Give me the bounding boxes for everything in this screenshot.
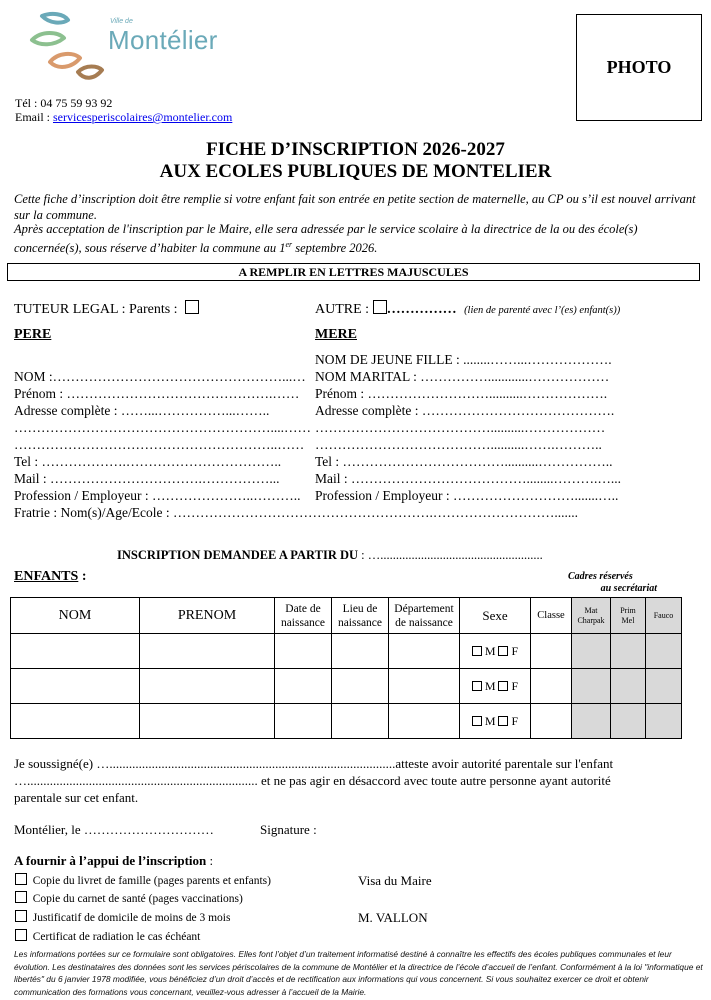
- doc-item-domicile: Justificatif de domicile de moins de 3 mois: [15, 910, 230, 924]
- inscription-date-line[interactable]: INSCRIPTION DEMANDEE A PARTIR DU : …....................................................: [117, 548, 543, 562]
- autre-note: (lien de parenté avec l’(es) enfant(s)): [464, 305, 621, 316]
- cell-departement[interactable]: [389, 704, 460, 739]
- form-title: FICHE D’INSCRIPTION 2026-2027: [206, 139, 505, 160]
- pere-adresse-line-2[interactable]: …………………………………………………....……: [14, 420, 311, 435]
- doc-item-livret: Copie du livret de famille (pages parents et enfants): [15, 873, 271, 887]
- tutor-parents: TUTEUR LEGAL : Parents :: [14, 300, 199, 318]
- town-logo: [28, 10, 218, 85]
- cell-date[interactable]: [275, 669, 332, 704]
- doc-item-carnet: Copie du carnet de santé (pages vaccinations): [15, 891, 243, 905]
- logo-leaves-icon: [28, 10, 108, 82]
- phone-number: Tél : 04 75 59 93 92: [15, 96, 113, 110]
- cell-reserved: [611, 634, 646, 669]
- email-link[interactable]: servicesperiscolaires@montelier.com: [53, 110, 233, 124]
- pere-mail-field[interactable]: Mail : …………………………….……………...: [14, 471, 280, 486]
- doc-checkbox[interactable]: [15, 910, 27, 922]
- col-date: Date de naissance: [275, 598, 332, 634]
- cell-sexe: M F: [460, 704, 531, 739]
- table-row: [11, 669, 682, 704]
- table-header-row: [11, 598, 682, 634]
- mere-adresse-line-3[interactable]: …………………………………..........…….………..: [315, 437, 602, 452]
- tutor-autre: AUTRE : …………… (lien de parenté avec l’(es) enfant(s)): [315, 302, 621, 317]
- doc-checkbox[interactable]: [15, 873, 27, 885]
- mere-tel-field[interactable]: Tel : ………………………………..........……………..: [315, 454, 613, 469]
- fratrie-field[interactable]: Fratrie : Nom(s)/Age/Ecole : ………………………………………………….……………………….......: [14, 505, 578, 520]
- col-departement: Département de naissance: [389, 598, 460, 634]
- cell-nom[interactable]: [11, 634, 140, 669]
- cell-reserved: [572, 704, 611, 739]
- pere-nom-field[interactable]: NOM :……………………………………………...…: [14, 369, 306, 384]
- col-mat-charpak: Mat Charpak: [572, 598, 611, 634]
- col-fauco: Fauco: [646, 598, 682, 634]
- email-label: Email :: [15, 110, 53, 124]
- attestation-line-3: parentale sur cet enfant.: [14, 790, 139, 805]
- sex-m-checkbox[interactable]: [472, 681, 482, 691]
- cell-classe[interactable]: [531, 634, 572, 669]
- sex-f-checkbox[interactable]: [498, 716, 508, 726]
- table-row: [11, 634, 682, 669]
- attestation-line-1[interactable]: Je soussigné(e) …........................................................................................atteste avoir autorité parentale sur l'enfant: [14, 756, 614, 771]
- cell-nom[interactable]: [11, 669, 140, 704]
- sex-f-checkbox[interactable]: [498, 681, 508, 691]
- cell-prenom[interactable]: [140, 669, 275, 704]
- signature-label: Signature :: [260, 822, 317, 837]
- cell-reserved: [646, 669, 682, 704]
- col-prenom: PRENOM: [140, 598, 275, 634]
- documents-heading: A fournir à l’appui de l’inscription :: [14, 853, 214, 868]
- pere-profession-field[interactable]: Profession / Employeur : …………………..………..: [14, 488, 301, 503]
- cell-sexe: M F: [460, 634, 531, 669]
- col-nom: NOM: [11, 598, 140, 634]
- form-subtitle: AUX ECOLES PUBLIQUES DE MONTELIER: [159, 161, 552, 182]
- col-prim-mel: Prim Mel: [611, 598, 646, 634]
- cell-departement[interactable]: [389, 669, 460, 704]
- cell-reserved: [646, 634, 682, 669]
- pere-adresse-line-3[interactable]: …………………………………………………..……: [14, 437, 305, 452]
- table-row: [11, 704, 682, 739]
- mere-profession-field[interactable]: Profession / Employeur : ……………………….......…..: [315, 488, 619, 503]
- cell-reserved: [611, 669, 646, 704]
- col-sexe: Sexe: [460, 598, 531, 634]
- mere-nom-jeune-fille-field[interactable]: NOM DE JEUNE FILLE : ........……...……………….: [315, 352, 612, 367]
- email-line: [15, 110, 232, 125]
- col-lieu: Lieu de naissance: [332, 598, 389, 634]
- doc-item-radiation: Certificat de radiation le cas échéant: [15, 929, 200, 943]
- col-classe: Classe: [531, 598, 572, 634]
- logo-town-name: Montélier: [108, 25, 218, 55]
- sex-m-checkbox[interactable]: [472, 646, 482, 656]
- pere-heading: PERE: [14, 327, 52, 342]
- cell-nom[interactable]: [11, 704, 140, 739]
- cell-reserved: [646, 704, 682, 739]
- mere-adresse-line-2[interactable]: …………………………………..........………………: [315, 420, 606, 435]
- reserved-note: Cadres réservés au secrétariat: [568, 571, 657, 594]
- enfants-heading: ENFANTS :: [14, 569, 87, 584]
- cell-lieu[interactable]: [332, 634, 389, 669]
- cell-reserved: [572, 669, 611, 704]
- photo-box: PHOTO: [576, 14, 702, 121]
- cell-reserved: [572, 634, 611, 669]
- mere-mail-field[interactable]: Mail : …………………………………........……….…...: [315, 471, 621, 486]
- children-table: [10, 597, 682, 739]
- maire-name: M. VALLON: [358, 910, 428, 925]
- cell-lieu[interactable]: [332, 669, 389, 704]
- cell-classe[interactable]: [531, 669, 572, 704]
- sex-m-checkbox[interactable]: [472, 716, 482, 726]
- cell-sexe: M F: [460, 669, 531, 704]
- cell-departement[interactable]: [389, 634, 460, 669]
- intro-paragraph-2: Après acceptation de l'inscription par le Maire, elle sera adressée par le service scolaire à la directrice de la ou des école(s) concernée(s), sous réserve d’habiter la commune au 1er septembre 2026.: [14, 222, 638, 256]
- cell-prenom[interactable]: [140, 704, 275, 739]
- mere-nom-marital-field[interactable]: NOM MARITAL : ……………............………………: [315, 369, 610, 384]
- pere-adresse-field[interactable]: Adresse complète : ……...……………...……..: [14, 403, 270, 418]
- attestation-line-2[interactable]: …....................................................................... et ne pas agir en désaccord avec toute autre personne ayant autorité: [14, 773, 611, 788]
- parents-checkbox[interactable]: [185, 300, 199, 314]
- legal-notice: Les informations portées sur ce formulaire sont obligatoires. Elles font l’objet d’un traitement informatisé destiné à connaître les effectifs des écoles publiques communales et leur évolution. Les destinataires des données sont les services périscolaires de la commune de Montélier et la directrice de l’école d’accueil de l’enfant. Conformément à la loi "informatique et libertés" du 6 janvier 1978 modifiée, vous bénéficiez d’un droit d’accès et de rectification aux informations qui vous concernent. Si vous souhaitez exercer ce droit et obtenir communication des formations vous concernant, veuillez-vous adresser à l’accueil de la Mairie.: [14, 949, 703, 997]
- intro-paragraph-1: Cette fiche d’inscription doit être remplie si votre enfant fait son entrée en petite section de maternelle, au CP ou s’il est nouvel arrivant sur la commune.: [14, 192, 696, 222]
- logo-subtitle: Ville de: [110, 18, 133, 25]
- cell-prenom[interactable]: [140, 634, 275, 669]
- cell-lieu[interactable]: [332, 704, 389, 739]
- mere-adresse-field[interactable]: Adresse complète : …………………………………….: [315, 403, 615, 418]
- date-place-field[interactable]: Montélier, le …………………………: [14, 822, 214, 837]
- pere-tel-field[interactable]: Tel : ……………….……………………………..: [14, 454, 282, 469]
- cell-date[interactable]: [275, 704, 332, 739]
- capitals-banner: A REMPLIR EN LETTRES MAJUSCULES: [7, 263, 700, 281]
- mere-prenom-field[interactable]: Prénom : ………………………..........……………….: [315, 386, 608, 401]
- doc-checkbox[interactable]: [15, 891, 27, 903]
- pere-prenom-field[interactable]: Prénom : ……………………………………….……: [14, 386, 300, 401]
- cell-reserved: [611, 704, 646, 739]
- cell-classe[interactable]: [531, 704, 572, 739]
- mere-heading: MERE: [315, 327, 357, 342]
- autre-checkbox[interactable]: [373, 300, 387, 314]
- doc-checkbox[interactable]: [15, 929, 27, 941]
- sex-f-checkbox[interactable]: [498, 646, 508, 656]
- visa-maire: Visa du Maire: [358, 873, 432, 888]
- cell-date[interactable]: [275, 634, 332, 669]
